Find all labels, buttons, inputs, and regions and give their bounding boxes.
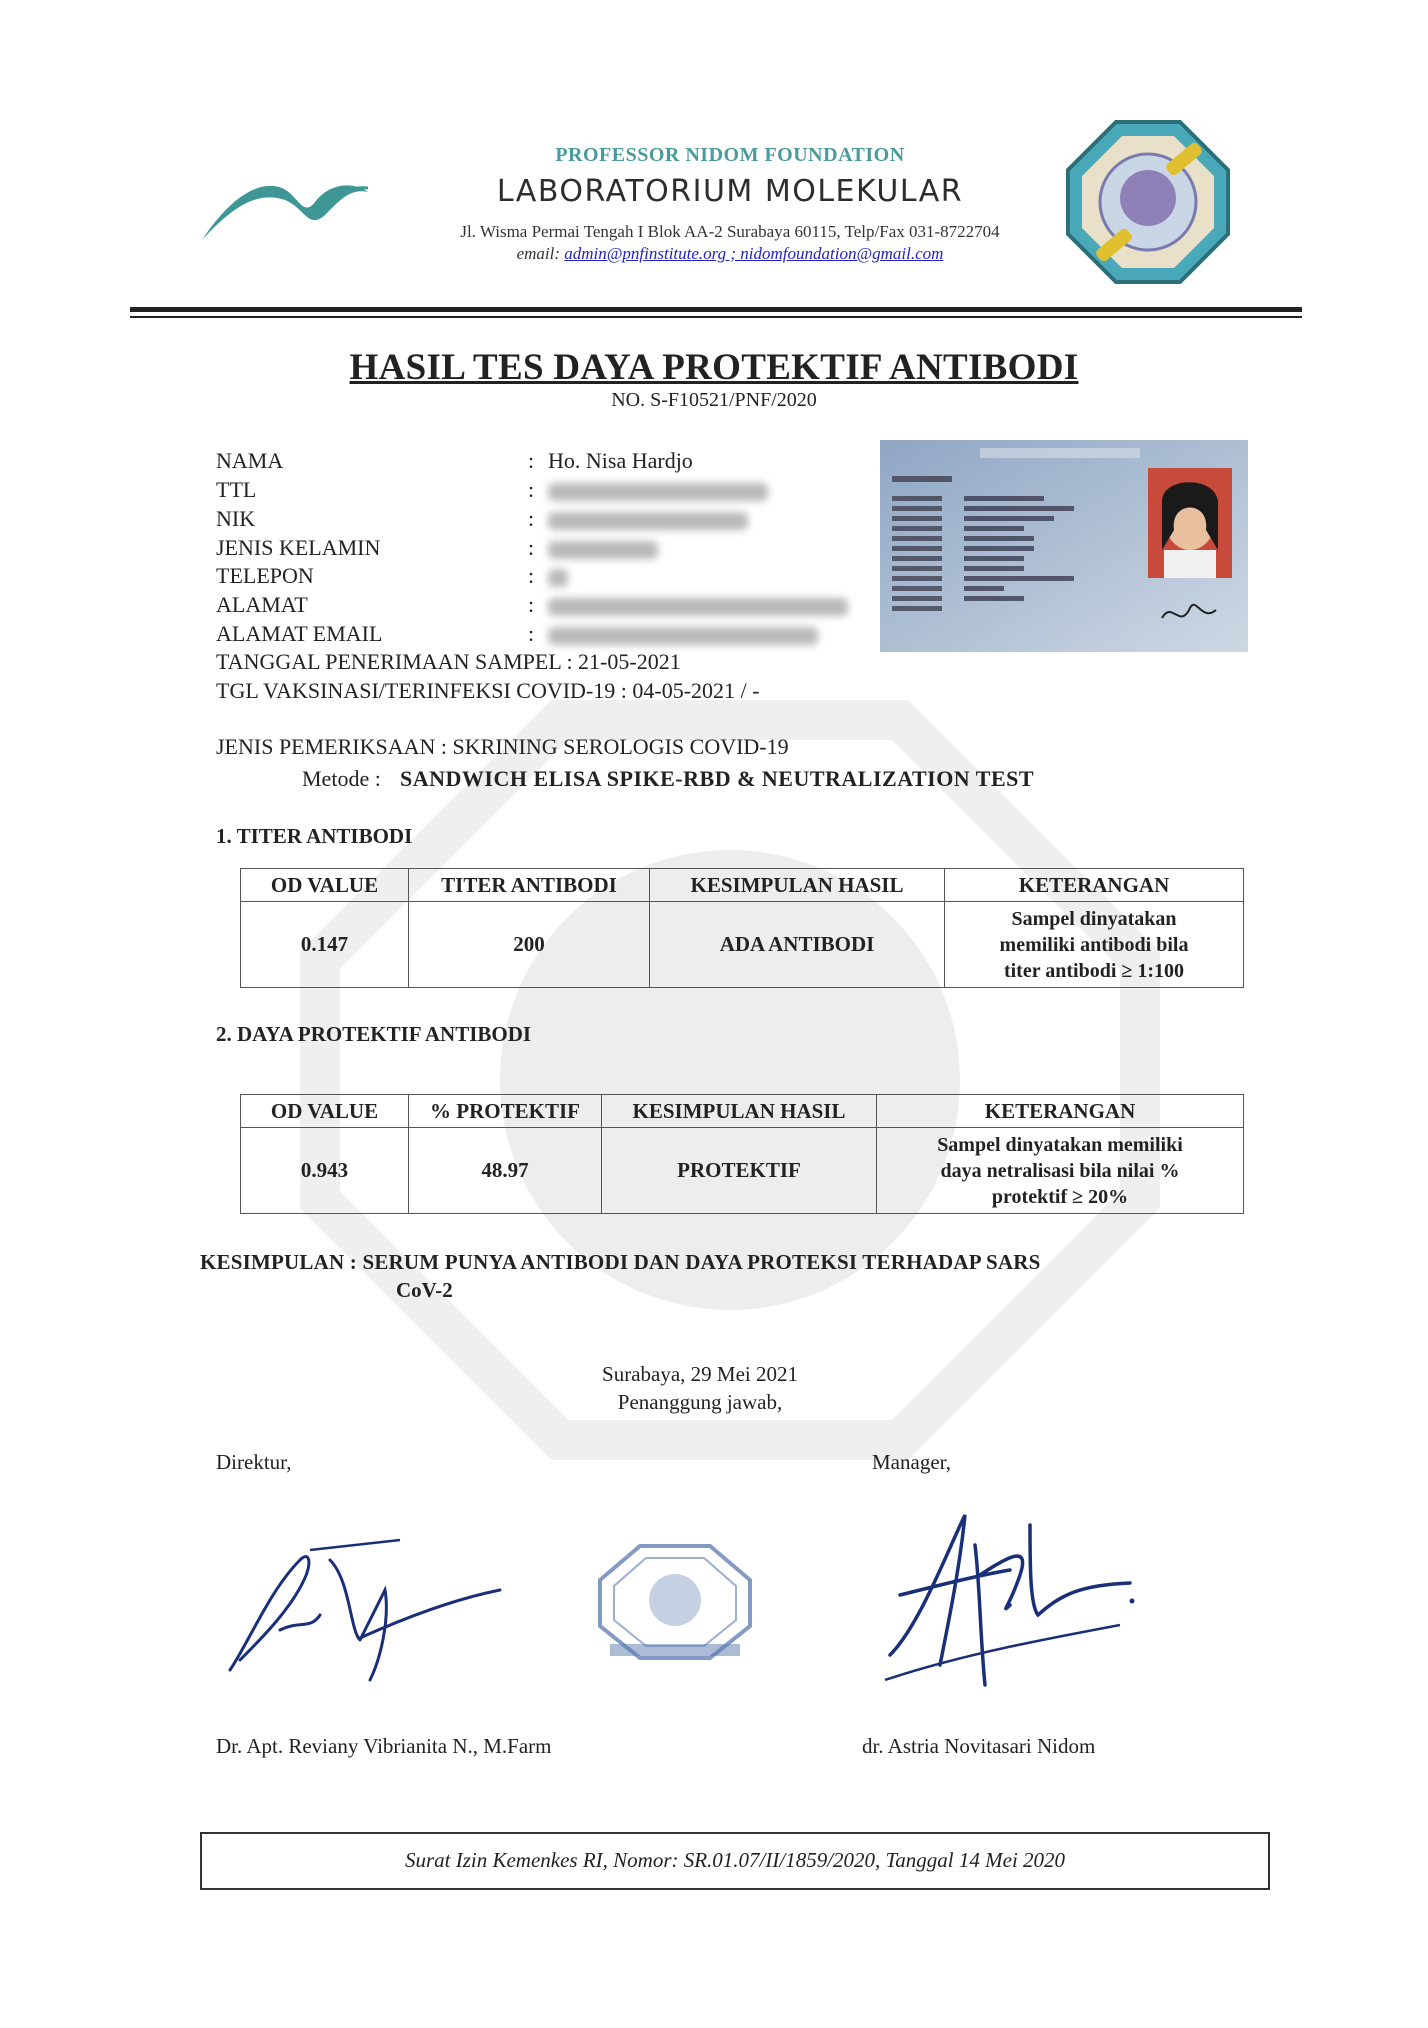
colon: : [528,448,535,473]
keterangan-cell [945,902,1244,988]
metode-label: Metode : [302,766,381,791]
note-line: daya netralisasi bila nilai % [940,1159,1180,1182]
protektif-table [240,1094,1244,1214]
footer-license: Surat Izin Kemenkes RI, Nomor: SR.01.07/II/1859/2020, Tanggal 14 Mei 2020 [404,1848,1066,1872]
ttl-label: TTL [216,477,257,502]
section-protektif-title: 2. DAYA PROTEKTIF ANTIBODI [216,1022,532,1046]
kesimpulan-cell: PROTEKTIF [602,1128,877,1214]
lab-address: Jl. Wisma Permai Tengah I Blok AA-2 Surabaya 60115, Telp/Fax 031-8722704 [460,222,1000,241]
section-titer-title: 1. TITER ANTIBODI [216,824,413,848]
stamp-icon [590,1540,760,1665]
header-kesimpulan: KESIMPULAN HASIL [650,869,945,902]
telepon-redacted [548,567,568,593]
table-row [241,1128,1244,1214]
tanggal-penerimaan: TANGGAL PENERIMAAN SAMPEL : 21-05-2021 [216,649,681,674]
id-card-photo [880,440,1248,652]
note-line: protektif ≥ 20% [991,1185,1129,1208]
header-od-value: OD VALUE [241,1095,409,1128]
titer-table [240,868,1244,988]
kesimpulan-continued: CoV-2 [396,1278,453,1302]
header-od-value: OD VALUE [241,869,409,902]
lab-email [330,244,1130,264]
titer-cell: 200 [409,902,650,988]
colon: : [528,477,535,502]
header-keterangan: KETERANGAN [945,869,1244,902]
manager-signature [880,1505,1140,1695]
note-line: memiliki antibodi bila [999,933,1189,956]
direktur-signature [210,1520,510,1690]
alamat-email-redacted [548,625,818,651]
colon: : [528,535,535,560]
nama-value: Ho. Nisa Hardjo [548,448,693,473]
alamat-label: ALAMAT [216,592,308,617]
telepon-label: TELEPON [216,563,314,588]
alamat-email-label: ALAMAT EMAIL [216,621,383,646]
watermark-seal-icon [300,700,1160,1460]
header-keterangan: KETERANGAN [877,1095,1244,1128]
table-header-row [241,869,1244,902]
protektif-cell: 48.97 [409,1128,602,1214]
note-line: Sampel dinyatakan [1011,907,1177,930]
od-value-cell: 0.147 [241,902,409,988]
foundation-seal-icon [1064,118,1232,286]
metode-value: SANDWICH ELISA SPIKE-RBD & NEUTRALIZATION TEST [400,766,1035,791]
header-kesimpulan: KESIMPULAN HASIL [602,1095,877,1128]
nik-redacted [548,510,748,536]
tgl-vaksinasi: TGL VAKSINASI/TERINFEKSI COVID-19 : 04-05-2021 / - [216,678,760,703]
manager-label: Manager, [872,1450,952,1474]
table-header-row [241,1095,1244,1128]
penanggung-jawab: Penanggung jawab, [617,1390,783,1414]
email-label: email: [516,244,561,263]
jenis-kelamin-redacted [548,539,658,565]
header-rule-thin [130,316,1302,318]
direktur-label: Direktur, [216,1450,292,1474]
header-titer: TITER ANTIBODI [409,869,650,902]
lab-name: LABORATORIUM MOLEKULAR [496,174,964,209]
nik-label: NIK [216,506,256,531]
place-date: Surabaya, 29 Mei 2021 [602,1362,798,1386]
kesimpulan: KESIMPULAN : SERUM PUNYA ANTIBODI DAN DAYA PROTEKSI TERHADAP SARS [200,1250,1041,1274]
colon: : [528,563,535,588]
header-rule [130,307,1302,312]
table-row [241,902,1244,988]
note-line: titer antibodi ≥ 1:100 [1003,959,1185,982]
manager-name: dr. Astria Novitasari Nidom [862,1734,1096,1758]
colon: : [528,621,535,646]
header-protektif: % PROTEKTIF [409,1095,602,1128]
org-name: PROFESSOR NIDOM FOUNDATION [555,144,905,166]
nama-label: NAMA [216,448,284,473]
keterangan-cell [877,1128,1244,1214]
email-link[interactable]: admin@pnfinstitute.org ; nidomfoundation@gmail.com [564,244,944,263]
document-title: HASIL TES DAYA PROTEKTIF ANTIBODI [349,347,1079,388]
kesimpulan-cell: ADA ANTIBODI [650,902,945,988]
ttl-redacted [548,481,768,507]
document-number: NO. S-F10521/PNF/2020 [611,389,817,411]
alamat-redacted [548,596,848,622]
jenis-pemeriksaan: JENIS PEMERIKSAAN : SKRINING SEROLOGIS COVID-19 [216,734,789,759]
od-value-cell: 0.943 [241,1128,409,1214]
direktur-name: Dr. Apt. Reviany Vibrianita N., M.Farm [216,1734,552,1758]
colon: : [528,592,535,617]
note-line: Sampel dinyatakan memiliki [937,1133,1183,1156]
colon: : [528,506,535,531]
jenis-kelamin-label: JENIS KELAMIN [216,535,381,560]
